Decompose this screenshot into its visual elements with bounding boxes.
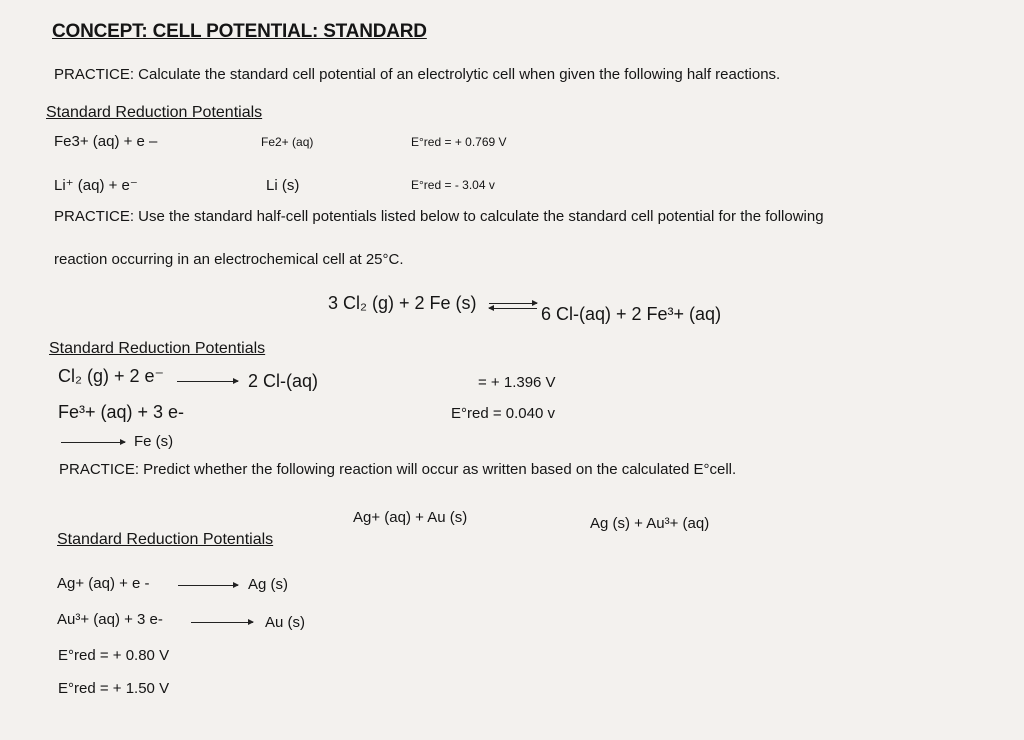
section1-row2-right: Li (s) bbox=[266, 177, 300, 194]
practice-1-prompt: PRACTICE: Calculate the standard cell potential of an electrolytic cell when given the following half reactions. bbox=[54, 66, 781, 83]
section1-row1-right: Fe2+ (aq) bbox=[261, 135, 314, 149]
section2-row1-left: Cl₂ (g) + 2 e⁻ bbox=[58, 366, 165, 386]
practice-3-prompt: PRACTICE: Predict whether the following reaction will occur as written based on the calculated E°cell. bbox=[59, 461, 737, 478]
practice-2-line2: reaction occurring in an electrochemical cell at 25°C. bbox=[54, 251, 404, 268]
section3-row1-arrow bbox=[178, 585, 238, 586]
section3-row2-left: Au³+ (aq) + 3 e- bbox=[57, 611, 163, 628]
section1-row2-potential: E°red = - 3.04 v bbox=[411, 178, 495, 192]
section2-heading: Standard Reduction Potentials bbox=[49, 340, 266, 357]
section1-row2-left: Li⁺ (aq) + e⁻ bbox=[54, 177, 138, 194]
section2-row2-product: Fe (s) bbox=[134, 433, 174, 450]
section3-row1-right: Ag (s) bbox=[248, 576, 289, 593]
section2-row1-potential: = + 1.396 V bbox=[478, 374, 556, 391]
equilibrium-arrow bbox=[489, 301, 537, 311]
section3-row1-left: Ag+ (aq) + e - bbox=[57, 575, 150, 592]
section3-potential-2: E°red = + 1.50 V bbox=[58, 680, 170, 697]
reaction-products: 6 Cl-(aq) + 2 Fe³+ (aq) bbox=[541, 304, 722, 324]
section1-row1-left: Fe3+ (aq) + e – bbox=[54, 133, 158, 150]
section1-row1-potential: E°red = + 0.769 V bbox=[411, 135, 507, 149]
section2-row1-arrow bbox=[177, 381, 238, 382]
section2-row2-potential: E°red = 0.040 v bbox=[451, 405, 555, 422]
section3-potential-1: E°red = + 0.80 V bbox=[58, 647, 170, 664]
section3-row2-right: Au (s) bbox=[265, 614, 306, 631]
section3-heading: Standard Reduction Potentials bbox=[57, 531, 274, 548]
section1-heading: Standard Reduction Potentials bbox=[46, 104, 263, 121]
reaction3-right: Ag (s) + Au³+ (aq) bbox=[590, 515, 710, 532]
section2-row2-left: Fe³+ (aq) + 3 e- bbox=[58, 402, 185, 422]
practice-2-line1: PRACTICE: Use the standard half-cell potentials listed below to calculate the standard cell potential for the following bbox=[54, 208, 824, 225]
section2-row2-arrow bbox=[61, 442, 125, 443]
section3-row2-arrow bbox=[191, 622, 253, 623]
page-title: CONCEPT: CELL POTENTIAL: STANDARD bbox=[52, 21, 427, 42]
reaction3-left: Ag+ (aq) + Au (s) bbox=[353, 509, 468, 526]
reaction-reactants: 3 Cl₂ (g) + 2 Fe (s) bbox=[328, 293, 477, 313]
section2-row1-right: 2 Cl-(aq) bbox=[248, 371, 319, 391]
